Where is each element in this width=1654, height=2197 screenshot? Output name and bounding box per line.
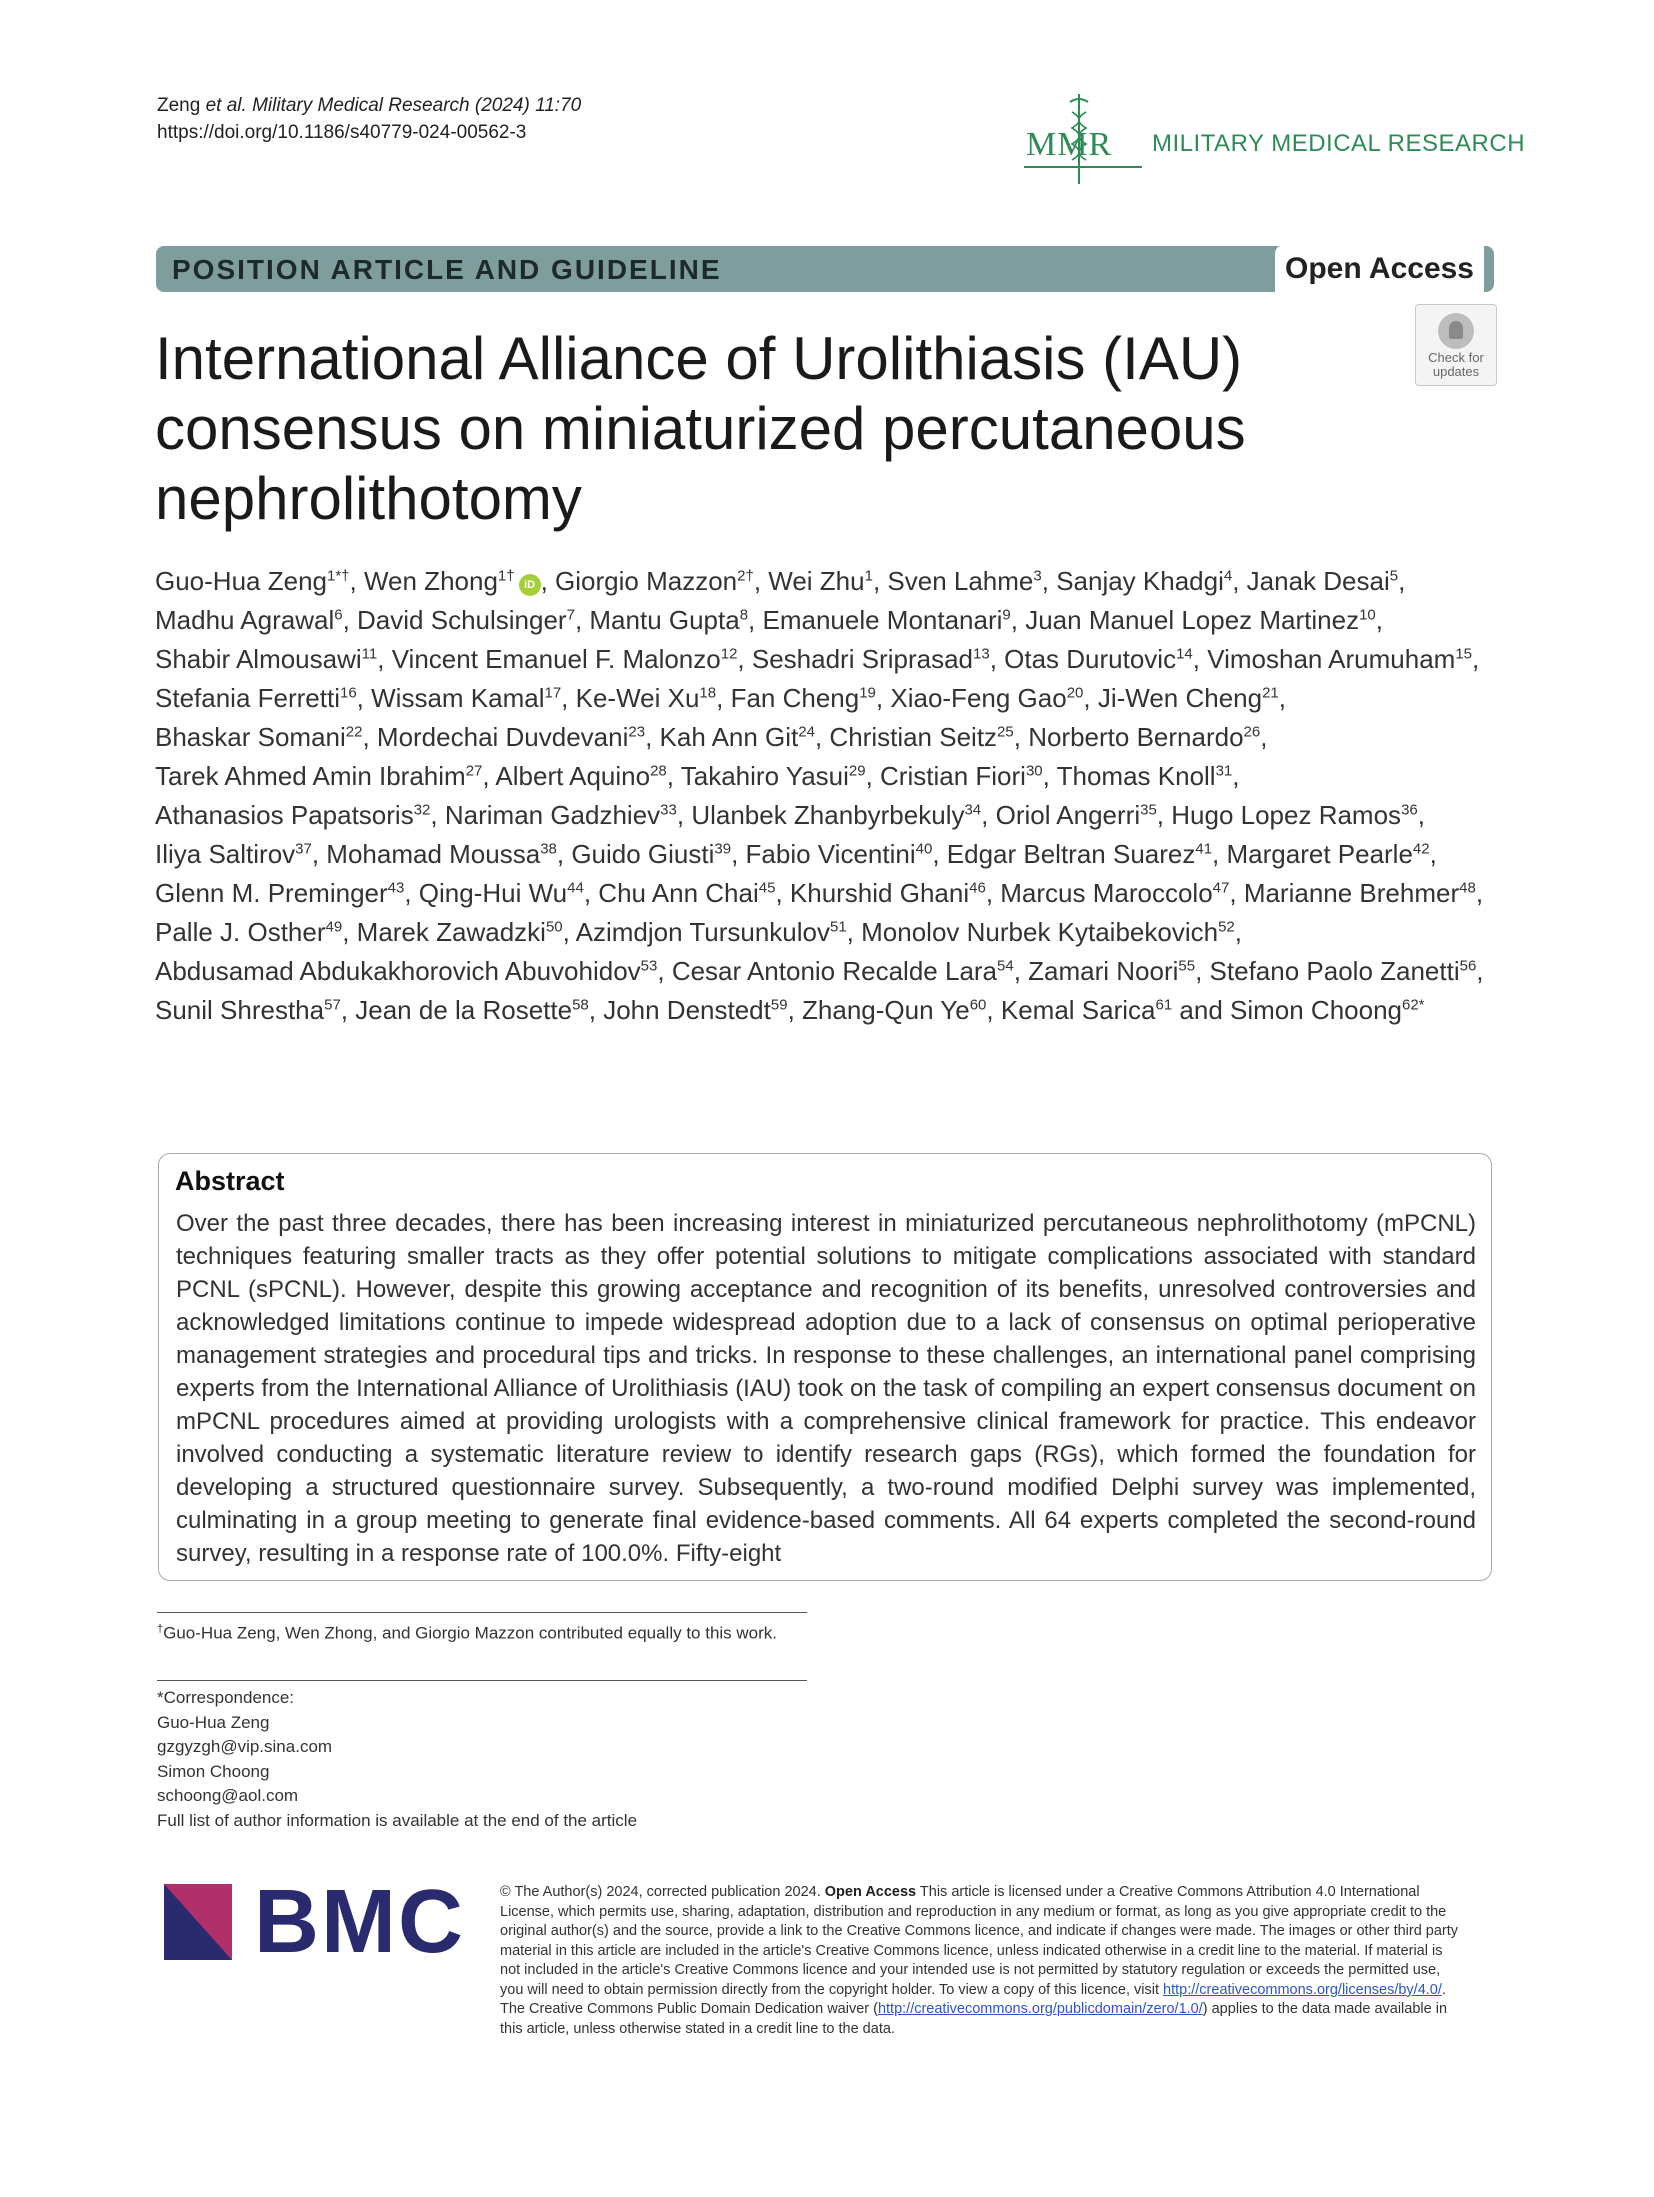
licence-open-access: Open Access xyxy=(824,1884,917,1900)
citation-et-al: et al. xyxy=(205,95,247,116)
author-name[interactable]: Sven Lahme xyxy=(887,566,1034,596)
bmc-mark-icon xyxy=(164,1882,234,1962)
orcid-icon[interactable]: iD xyxy=(519,574,541,596)
doi-link[interactable]: https://doi.org/10.1186/s40779-024-00562-3 xyxy=(157,122,527,143)
author-affiliation: 47 xyxy=(1212,879,1230,897)
check-updates-line-2: updates xyxy=(1432,364,1480,379)
author-affiliation: 1 xyxy=(864,567,873,585)
author-affiliation: 59 xyxy=(770,996,788,1014)
author-affiliation: 61 xyxy=(1155,996,1173,1014)
author-affiliation: 24 xyxy=(798,723,815,741)
citation-header xyxy=(157,92,581,146)
author-name[interactable]: Seshadri Sriprasad xyxy=(751,644,973,674)
author-name[interactable]: Stefania Ferretti xyxy=(155,683,340,713)
author-affiliation: 31 xyxy=(1215,762,1233,780)
author-name[interactable]: Marcus Maroccolo xyxy=(1000,878,1213,908)
author-affiliation: 13 xyxy=(973,645,990,663)
footnote-divider xyxy=(157,1612,807,1613)
correspondence-label: *Correspondence: xyxy=(157,1688,295,1707)
author-affiliation: 43 xyxy=(387,879,405,897)
author-affiliation: 26 xyxy=(1243,723,1261,741)
author-affiliation: 5 xyxy=(1389,567,1399,585)
author-name[interactable]: Wei Zhu xyxy=(768,566,865,596)
author-affiliation: 48 xyxy=(1459,879,1476,897)
author-affiliation: 45 xyxy=(758,879,776,897)
author-name[interactable]: Cristian Fiori xyxy=(880,761,1026,791)
author-name[interactable]: John Denstedt xyxy=(603,995,771,1025)
author-affiliation: 32 xyxy=(413,801,431,819)
bookmark-icon xyxy=(1438,313,1474,349)
journal-abbrev: MMR xyxy=(1026,126,1113,163)
licence-link-cc-by[interactable]: http://creativecommons.org/licenses/by/4.0/ xyxy=(1163,1981,1442,1998)
author-affiliation: 2† xyxy=(737,567,754,585)
author-name[interactable]: Sanjay Khadgi xyxy=(1056,566,1224,596)
correspondence-divider xyxy=(157,1680,807,1681)
author-name[interactable]: Mohamad Moussa xyxy=(326,839,541,869)
author-affiliation: 11 xyxy=(361,645,378,663)
author-affiliation: 30 xyxy=(1025,762,1043,780)
author-affiliation: 44 xyxy=(567,879,584,897)
author-name[interactable]: Azimdjon Tursunkulov xyxy=(575,917,830,947)
author-affiliation: 55 xyxy=(1178,957,1196,975)
author-affiliation: 53 xyxy=(640,957,658,975)
author-name[interactable]: Christian Seitz xyxy=(829,722,998,752)
author-affiliation: 17 xyxy=(544,684,562,702)
author-name[interactable]: Janak Desai xyxy=(1246,566,1390,596)
licence-body: This article is licensed under a Creative Commons Attribution 4.0 International License, which permits use, sharing, adaptation, distribution and reproduction in any medium or format, as long as you give appropriate credit to the original author(s) and the source, provide a link to the Creative Commons licence, and indicate if changes were made. The images or other third party material in this article are included in the article's Creative Commons licence, unless indicated otherwise in a credit line to the material. If material is not included in the article's Creative Commons licence and your intended use is not permitted by statutory regulation or exceeds the permitted use, you will need to obtain permission directly from the copyright holder. To view a copy of this licence, visit xyxy=(500,1884,1459,1998)
author-name[interactable]: Zhang-Qun Ye xyxy=(802,995,970,1025)
abstract-text: Over the past three decades, there has been increasing interest in miniaturized percutaneous nephrolithotomy (mPCNL) techniques featuring smaller tracts as they offer potential solutions to mitigate complications associated with standard PCNL (sPCNL). However, despite this growing acceptance and recognition of its benefits, unresolved controversies and acknowledged limitations continue to impede widespread adoption due to a lack of consensus on optimal perioperative management strategies and procedural tips and tricks. In response to these challenges, an international panel comprising experts from the International Alliance of Urolithiasis (IAU) took on the task of compiling an expert consensus document on mPCNL procedures aimed at providing urologists with a comprehensive clinical framework for practice. This endeavor involved conducting a systematic literature review to identify research gaps (RGs), which formed the foundation for developing a structured questionnaire survey. Subsequently, a two-round modified Delphi survey was implemented, culminating in a group meeting to generate final evidence-based comments. All 64 experts completed the second-round survey, resulting in a response rate of 100.0%. Fifty-eight xyxy=(176,1210,1476,1567)
correspondent-name-1: Guo-Hua Zeng xyxy=(157,1712,270,1732)
author-name[interactable]: Cesar Antonio Recalde Lara xyxy=(671,956,998,986)
author-affiliation: 21 xyxy=(1262,684,1279,702)
author-affiliation: 49 xyxy=(325,918,343,936)
author-name[interactable]: Nariman Gadzhiev xyxy=(444,800,661,830)
author-name[interactable]: Stefano Paolo Zanetti xyxy=(1209,956,1460,986)
author-affiliation: 62* xyxy=(1402,996,1425,1014)
author-name[interactable]: Vincent Emanuel F. Malonzo xyxy=(391,644,721,674)
author-name[interactable]: Ulanbek Zhanbyrbekuly xyxy=(691,800,965,830)
citation-line xyxy=(157,92,581,119)
author-affiliation: 6 xyxy=(334,606,343,624)
correspondence-block xyxy=(157,1686,637,1833)
check-updates-line-1: Check for xyxy=(1428,350,1484,365)
author-affiliation: 41 xyxy=(1195,840,1213,858)
author-name[interactable]: Thomas Knoll xyxy=(1056,761,1216,791)
author-name[interactable]: Marianne Brehmer xyxy=(1243,878,1460,908)
author-name[interactable]: Madhu Agrawal xyxy=(155,605,335,635)
author-affiliation: 19 xyxy=(859,684,876,702)
author-affiliation: 35 xyxy=(1140,801,1157,819)
author-affiliation: 12 xyxy=(720,645,738,663)
open-access-label: Open Access xyxy=(1275,244,1484,294)
author-name[interactable]: Kemal Sarica xyxy=(1000,995,1156,1025)
author-affiliation: 27 xyxy=(465,762,483,780)
author-name[interactable]: Bhaskar Somani xyxy=(155,722,346,752)
author-affiliation: 28 xyxy=(650,762,667,780)
author-affiliation: 16 xyxy=(339,684,357,702)
dagger-mark: † xyxy=(157,1623,164,1635)
author-name[interactable]: Albert Aquino xyxy=(495,761,651,791)
citation-year: (2024) xyxy=(474,95,530,116)
journal-name: MILITARY MEDICAL RESEARCH xyxy=(1152,130,1526,157)
author-affiliation: 51 xyxy=(829,918,847,936)
author-name[interactable]: Guo-Hua Zeng xyxy=(155,566,327,596)
correspondent-name-2: Simon Choong xyxy=(157,1761,270,1781)
author-name[interactable]: Sunil Shrestha xyxy=(155,995,325,1025)
abstract-heading: Abstract xyxy=(175,1166,285,1196)
author-name[interactable]: Xiao-Feng Gao xyxy=(890,683,1067,713)
author-affiliation: 14 xyxy=(1176,645,1193,663)
author-affiliation: 52 xyxy=(1218,918,1235,936)
author-name[interactable]: Glenn M. Preminger xyxy=(155,878,388,908)
author-name[interactable]: Qing-Hui Wu xyxy=(418,878,568,908)
author-name[interactable]: Monolov Nurbek Kytaibekovich xyxy=(861,917,1219,947)
author-affiliation: 3 xyxy=(1033,567,1042,585)
article-title: International Alliance of Urolithiasis (IAU) consensus on miniaturized percutaneous nephrolithotomy xyxy=(155,325,1246,532)
abstract-box xyxy=(158,1153,1492,1581)
author-name[interactable]: Juan Manuel Lopez Martinez xyxy=(1025,605,1360,635)
licence-lead: © The Author(s) 2024, corrected publication 2024. xyxy=(500,1884,821,1900)
author-name[interactable]: Takahiro Yasui xyxy=(680,761,849,791)
article-type: POSITION ARTICLE AND GUIDELINE xyxy=(172,254,722,285)
author-affiliation: 1*† xyxy=(326,567,350,585)
author-name[interactable]: Fan Cheng xyxy=(730,683,860,713)
citation-journal: Military Medical Research xyxy=(252,95,470,116)
author-affiliation: 8 xyxy=(739,606,749,624)
check-for-updates-button[interactable] xyxy=(1415,304,1497,386)
author-affiliation: 18 xyxy=(699,684,717,702)
licence-text xyxy=(500,1883,1460,2039)
journal-logo xyxy=(1022,92,1526,188)
author-name[interactable]: Norberto Bernardo xyxy=(1028,722,1244,752)
author-name[interactable]: Edgar Beltran Suarez xyxy=(946,839,1196,869)
correspondent-email-2[interactable]: schoong@aol.com xyxy=(157,1786,299,1805)
author-name[interactable]: Mantu Gupta xyxy=(589,605,740,635)
author-name[interactable]: Athanasios Papatsoris xyxy=(155,800,414,830)
author-name[interactable]: Fabio Vicentini xyxy=(745,839,916,869)
citation-authors: Zeng xyxy=(157,95,201,116)
author-affiliation: 10 xyxy=(1359,606,1376,624)
author-name[interactable]: Chu Ann Chai xyxy=(598,878,759,908)
author-name[interactable]: Abdusamad Abdukakhorovich Abuvohidov xyxy=(155,956,641,986)
citation-volume: 11:70 xyxy=(535,95,582,116)
author-affiliation: 37 xyxy=(295,840,312,858)
author-name[interactable]: Emanuele Montanari xyxy=(762,605,1003,635)
author-name[interactable]: Shabir Almousawi xyxy=(155,644,362,674)
equal-contribution-note xyxy=(157,1617,817,1646)
equal-contribution-text: Guo-Hua Zeng, Wen Zhong, and Giorgio Mazzon contributed equally to this work. xyxy=(163,1623,778,1643)
author-affiliation: 39 xyxy=(714,840,732,858)
author-affiliation: 57 xyxy=(324,996,341,1014)
author-affiliation: 1† xyxy=(497,567,515,585)
author-name[interactable]: Vimoshan Arumuham xyxy=(1207,644,1456,674)
author-affiliation: 15 xyxy=(1455,645,1473,663)
author-affiliation: 54 xyxy=(997,957,1014,975)
author-name[interactable]: Jean de la Rosette xyxy=(355,995,573,1025)
author-affiliation: 23 xyxy=(628,723,646,741)
author-name[interactable]: Mordechai Duvdevani xyxy=(376,722,629,752)
bmc-logo xyxy=(164,1872,465,1972)
author-affiliation: 36 xyxy=(1401,801,1418,819)
author-affiliation: 46 xyxy=(969,879,986,897)
author-name[interactable]: Iliya Saltirov xyxy=(155,839,296,869)
author-name[interactable]: David Schulsinger xyxy=(357,605,567,635)
journal-logo-underline xyxy=(1024,166,1142,168)
author-affiliation: 7 xyxy=(566,606,575,624)
author-name[interactable]: Marek Zawadzki xyxy=(356,917,546,947)
author-name[interactable]: Wen Zhong xyxy=(363,566,498,596)
author-affiliation: 29 xyxy=(848,762,866,780)
author-affiliation: 4 xyxy=(1223,567,1233,585)
author-name[interactable]: Oriol Angerri xyxy=(995,800,1141,830)
author-name[interactable]: Hugo Lopez Ramos xyxy=(1171,800,1402,830)
author-affiliation: 34 xyxy=(964,801,982,819)
licence-tail: ) applies to the data made available in this article, unless otherwise stated in a credit line to the data. xyxy=(500,2001,1448,2037)
author-name[interactable]: Margaret Pearle xyxy=(1226,839,1413,869)
author-list: Guo-Hua Zeng$^{1*\dagger}$, Wen Zhong$^{1\dagger}$iD , Giorgio Mazzon$^{2\dagger}$, Wei Zhu$^1$, Sven Lahme$^3$, Sanjay Khadgi$^4$, Janak Desai$^5$, Madhu Agrawal$^6$, David Schulsinger$^7$, Mantu Gupta$^8$, Emanuele Montanari$^9$, Juan Manuel Lopez Martinez$^{10}$, Shabir Almousawi$^{11}$, Vincent Emanuel F. Malonzo$^{12}$, Seshadri Sriprasad$^{13}$, Otas Durutovic$^{14}$, Vimoshan Arumuham$^{15}$, Stefania Ferretti$^{16}$, Wissam Kamal$^{17}$, Ke-Wei Xu$^{18}$, Fan Cheng$^{19}$, Xiao-Feng Gao$^{20}$, Ji-Wen Cheng$^{21}$, Bhaskar Somani$^{22}$, Mordechai Duvdevani$^{23}$, Kah Ann Git$^{24}$, Christian Seitz$^{25}$, Norberto Bernardo$^{26}$, Tarek Ahmed Amin Ibrahim$^{27}$, Albert Aquino$^{28}$, Takahiro Yasui$^{29}$, Cristian Fiori$^{30}$, Thomas Knoll$^{31}$, Athanasios Papatsoris$^{32}$, Nariman Gadzhiev$^{33}$, Ulanbek Zhanbyrbekuly$^{34}$, Oriol Angerri$^{35}$, Hugo Lopez Ramos$^{36}$, Iliya Saltirov$^{37}$, Mohamad Moussa$^{38}$, Guido Giusti$^{39}$, Fabio Vicentini$^{40}$, Edgar Beltran Suarez$^{41}$, Margaret Pearle$^{42}$, Glenn M. Preminger$^{43}$, Qing-Hui Wu$^{44}$, Chu Ann Chai$^{45}$, Khurshid Ghani$^{46}$, Marcus Maroccolo$^{47}$, Marianne Brehmer$^{48}$, Palle J. Osther$^{49}$, Marek Zawadzki$^{50}$, Azimdjon Tursunkulov$^{51}$, Monolov Nurbek Kytaibekovich$^{52}$, Abdusamad Abdukakhorovich Abuvohidov$^{53}$, Cesar Antonio Recalde Lara$^{54}$, Zamari Noori$^{55}$, Stefano Paolo Zanetti$^{56}$, Sunil Shrestha$^{57}$, Jean de la Rosette$^{58}$, John Denstedt$^{59}$, Zhang-Qun Ye$^{60}$, Kemal Sarica$^{61}$ and Simon Choong$^{62*}$ xyxy=(155,566,1484,1025)
author-affiliation: 50 xyxy=(545,918,563,936)
author-name[interactable]: Otas Durutovic xyxy=(1004,644,1177,674)
author-affiliation: 9 xyxy=(1002,606,1011,624)
author-name[interactable]: Wissam Kamal xyxy=(371,683,545,713)
licence-link-cc0[interactable]: http://creativecommons.org/publicdomain/zero/1.0/ xyxy=(877,2001,1203,2017)
author-name[interactable]: Giorgio Mazzon xyxy=(555,566,738,596)
author-affiliation: 20 xyxy=(1066,684,1084,702)
author-name[interactable]: Kah Ann Git xyxy=(659,722,799,752)
author-name[interactable]: Palle J. Osther xyxy=(155,917,326,947)
publisher-name: BMC xyxy=(254,1872,465,1972)
author-affiliation: 56 xyxy=(1459,957,1477,975)
author-name[interactable]: Ji-Wen Cheng xyxy=(1097,683,1263,713)
author-info-note: Full list of author information is available at the end of the article xyxy=(157,1810,638,1830)
author-affiliation: 33 xyxy=(660,801,677,819)
author-affiliation: 38 xyxy=(540,840,557,858)
author-name[interactable]: Simon Choong xyxy=(1230,995,1402,1025)
author-name[interactable]: Guido Giusti xyxy=(571,839,715,869)
author-affiliation: 25 xyxy=(997,723,1014,741)
author-name[interactable]: Ke-Wei Xu xyxy=(575,683,700,713)
author-affiliation: 58 xyxy=(572,996,589,1014)
article-type-bar xyxy=(156,246,1494,292)
author-name[interactable]: Khurshid Ghani xyxy=(789,878,970,908)
author-affiliation: 60 xyxy=(969,996,987,1014)
correspondent-email-1[interactable]: gzgyzgh@vip.sina.com xyxy=(157,1737,333,1756)
author-affiliation: 42 xyxy=(1412,840,1430,858)
author-name[interactable]: Tarek Ahmed Amin Ibrahim xyxy=(155,761,466,791)
licence-mid: . The Creative Commons Public Domain Dedication waiver ( xyxy=(500,1981,1446,2017)
author-affiliation: 22 xyxy=(345,723,363,741)
author-affiliation: 40 xyxy=(915,840,933,858)
author-name[interactable]: Zamari Noori xyxy=(1028,956,1179,986)
